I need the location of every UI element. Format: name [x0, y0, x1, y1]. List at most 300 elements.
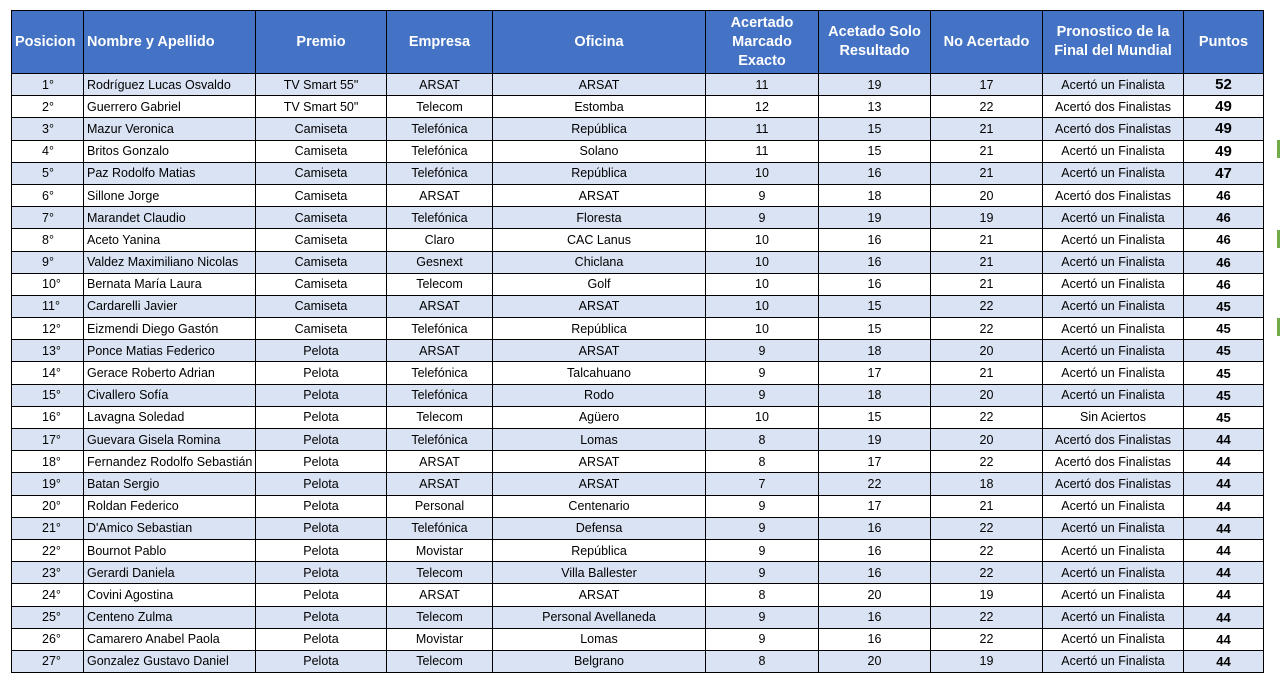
cell-posicion: 9° [12, 251, 84, 273]
table-row [12, 517, 1264, 539]
table-row [12, 429, 1264, 451]
cell-puntos: 44 [1184, 562, 1264, 584]
cell-pronostico: Sin Aciertos [1043, 406, 1184, 428]
cell-empresa: ARSAT [387, 451, 493, 473]
cell-pronostico: Acertó un Finalista [1043, 606, 1184, 628]
cell-empresa: Telefónica [387, 517, 493, 539]
cell-puntos: 52 [1184, 74, 1264, 96]
cell-puntos: 46 [1184, 273, 1264, 295]
cell-no-acertado: 18 [931, 473, 1043, 495]
header-no-acertado: No Acertado [931, 11, 1043, 74]
cell-acertado-exacto: 9 [706, 539, 819, 561]
cell-empresa: ARSAT [387, 340, 493, 362]
cell-pronostico: Acertó dos Finalistas [1043, 473, 1184, 495]
cell-premio: TV Smart 50" [256, 96, 387, 118]
cell-empresa: Personal [387, 495, 493, 517]
cell-no-acertado: 20 [931, 340, 1043, 362]
cell-pronostico: Acertó un Finalista [1043, 162, 1184, 184]
cell-nombre: Guerrero Gabriel [84, 96, 256, 118]
cell-posicion: 7° [12, 207, 84, 229]
cell-posicion: 10° [12, 273, 84, 295]
cell-oficina: ARSAT [493, 295, 706, 317]
cell-oficina: República [493, 318, 706, 340]
cell-no-acertado: 22 [931, 295, 1043, 317]
table-row [12, 606, 1264, 628]
cell-pronostico: Acertó un Finalista [1043, 229, 1184, 251]
cell-nombre: Bournot Pablo [84, 539, 256, 561]
cell-posicion: 5° [12, 162, 84, 184]
cell-acertado-resultado: 16 [819, 251, 931, 273]
cell-oficina: Chiclana [493, 251, 706, 273]
header-acertado-exacto: Acertado Marcado Exacto [706, 11, 819, 74]
cell-pronostico: Acertó dos Finalistas [1043, 96, 1184, 118]
cell-acertado-resultado: 16 [819, 273, 931, 295]
cell-oficina: ARSAT [493, 473, 706, 495]
cell-acertado-resultado: 20 [819, 650, 931, 672]
cell-posicion: 16° [12, 406, 84, 428]
cell-premio: Pelota [256, 473, 387, 495]
cell-posicion: 4° [12, 140, 84, 162]
cell-no-acertado: 22 [931, 628, 1043, 650]
cell-empresa: ARSAT [387, 473, 493, 495]
cell-pronostico: Acertó dos Finalistas [1043, 429, 1184, 451]
cell-empresa: Telecom [387, 96, 493, 118]
cell-premio: Camiseta [256, 140, 387, 162]
cell-acertado-resultado: 16 [819, 229, 931, 251]
cell-acertado-exacto: 10 [706, 229, 819, 251]
cell-acertado-exacto: 8 [706, 429, 819, 451]
cell-premio: Camiseta [256, 251, 387, 273]
cell-puntos: 45 [1184, 406, 1264, 428]
cell-posicion: 6° [12, 184, 84, 206]
cell-premio: TV Smart 55" [256, 74, 387, 96]
header-premio: Premio [256, 11, 387, 74]
cell-puntos: 49 [1184, 96, 1264, 118]
cell-posicion: 3° [12, 118, 84, 140]
cell-posicion: 18° [12, 451, 84, 473]
cell-no-acertado: 22 [931, 539, 1043, 561]
cell-acertado-exacto: 7 [706, 473, 819, 495]
cell-premio: Pelota [256, 650, 387, 672]
cell-empresa: Claro [387, 229, 493, 251]
cell-acertado-exacto: 9 [706, 362, 819, 384]
cell-posicion: 24° [12, 584, 84, 606]
cell-nombre: Sillone Jorge [84, 184, 256, 206]
cell-posicion: 27° [12, 650, 84, 672]
cell-nombre: Cardarelli Javier [84, 295, 256, 317]
cell-pronostico: Acertó un Finalista [1043, 584, 1184, 606]
cell-acertado-exacto: 8 [706, 584, 819, 606]
cell-oficina: Belgrano [493, 650, 706, 672]
cell-acertado-resultado: 17 [819, 495, 931, 517]
cell-pronostico: Acertó dos Finalistas [1043, 118, 1184, 140]
cell-acertado-resultado: 15 [819, 140, 931, 162]
cell-acertado-resultado: 16 [819, 628, 931, 650]
table-row [12, 229, 1264, 251]
table-row [12, 406, 1264, 428]
cell-no-acertado: 20 [931, 429, 1043, 451]
cell-nombre: Ponce Matias Federico [84, 340, 256, 362]
cell-acertado-resultado: 20 [819, 584, 931, 606]
cell-no-acertado: 22 [931, 451, 1043, 473]
cell-acertado-exacto: 10 [706, 251, 819, 273]
cell-no-acertado: 21 [931, 140, 1043, 162]
cell-nombre: Centeno Zulma [84, 606, 256, 628]
cell-no-acertado: 22 [931, 517, 1043, 539]
cell-premio: Pelota [256, 584, 387, 606]
cell-premio: Pelota [256, 384, 387, 406]
cell-pronostico: Acertó un Finalista [1043, 517, 1184, 539]
cell-premio: Pelota [256, 406, 387, 428]
cell-acertado-exacto: 9 [706, 384, 819, 406]
cell-acertado-resultado: 15 [819, 118, 931, 140]
cell-acertado-resultado: 17 [819, 362, 931, 384]
cell-nombre: Camarero Anabel Paola [84, 628, 256, 650]
cell-acertado-exacto: 9 [706, 495, 819, 517]
cell-puntos: 44 [1184, 539, 1264, 561]
cell-empresa: Telefónica [387, 384, 493, 406]
cell-no-acertado: 19 [931, 584, 1043, 606]
cell-posicion: 2° [12, 96, 84, 118]
table-row [12, 184, 1264, 206]
cell-pronostico: Acertó un Finalista [1043, 562, 1184, 584]
cell-acertado-exacto: 10 [706, 406, 819, 428]
cell-puntos: 46 [1184, 251, 1264, 273]
cell-premio: Pelota [256, 562, 387, 584]
cell-no-acertado: 21 [931, 273, 1043, 295]
cell-posicion: 23° [12, 562, 84, 584]
header-puntos: Puntos [1184, 11, 1264, 74]
header-oficina: Oficina [493, 11, 706, 74]
table-row [12, 96, 1264, 118]
cell-acertado-resultado: 15 [819, 406, 931, 428]
table-row [12, 295, 1264, 317]
cell-pronostico: Acertó un Finalista [1043, 207, 1184, 229]
cell-posicion: 12° [12, 318, 84, 340]
table-row [12, 628, 1264, 650]
cell-empresa: ARSAT [387, 184, 493, 206]
cell-acertado-resultado: 16 [819, 162, 931, 184]
cell-pronostico: Acertó un Finalista [1043, 539, 1184, 561]
cell-pronostico: Acertó dos Finalistas [1043, 451, 1184, 473]
cell-acertado-resultado: 16 [819, 539, 931, 561]
cell-oficina: CAC Lanus [493, 229, 706, 251]
cell-oficina: ARSAT [493, 340, 706, 362]
cell-acertado-resultado: 16 [819, 562, 931, 584]
cell-pronostico: Acertó un Finalista [1043, 295, 1184, 317]
cell-puntos: 45 [1184, 295, 1264, 317]
table-row [12, 74, 1264, 96]
table-row [12, 539, 1264, 561]
header-empresa: Empresa [387, 11, 493, 74]
table-row [12, 273, 1264, 295]
cell-acertado-exacto: 9 [706, 184, 819, 206]
cell-posicion: 26° [12, 628, 84, 650]
cell-premio: Pelota [256, 495, 387, 517]
table-body [12, 74, 1264, 673]
table-row [12, 451, 1264, 473]
cell-premio: Pelota [256, 539, 387, 561]
cell-no-acertado: 21 [931, 229, 1043, 251]
cell-oficina: Lomas [493, 628, 706, 650]
cell-acertado-exacto: 10 [706, 295, 819, 317]
table-row [12, 584, 1264, 606]
cell-premio: Pelota [256, 362, 387, 384]
cell-pronostico: Acertó un Finalista [1043, 140, 1184, 162]
cell-empresa: Telefónica [387, 207, 493, 229]
cell-pronostico: Acertó un Finalista [1043, 362, 1184, 384]
cell-premio: Pelota [256, 429, 387, 451]
cell-nombre: Britos Gonzalo [84, 140, 256, 162]
cell-acertado-resultado: 19 [819, 74, 931, 96]
cell-pronostico: Acertó un Finalista [1043, 384, 1184, 406]
cell-pronostico: Acertó un Finalista [1043, 74, 1184, 96]
cell-oficina: Talcahuano [493, 362, 706, 384]
cell-oficina: Solano [493, 140, 706, 162]
cell-nombre: D'Amico Sebastian [84, 517, 256, 539]
cell-puntos: 46 [1184, 229, 1264, 251]
table-row [12, 562, 1264, 584]
cell-no-acertado: 21 [931, 162, 1043, 184]
cell-oficina: Lomas [493, 429, 706, 451]
cell-puntos: 45 [1184, 318, 1264, 340]
cell-acertado-exacto: 9 [706, 207, 819, 229]
table-row [12, 650, 1264, 672]
cell-nombre: Valdez Maximiliano Nicolas [84, 251, 256, 273]
cell-pronostico: Acertó un Finalista [1043, 273, 1184, 295]
cell-puntos: 45 [1184, 340, 1264, 362]
cell-oficina: ARSAT [493, 184, 706, 206]
cell-puntos: 45 [1184, 362, 1264, 384]
cell-nombre: Gonzalez Gustavo Daniel [84, 650, 256, 672]
cell-posicion: 8° [12, 229, 84, 251]
cell-posicion: 21° [12, 517, 84, 539]
cell-posicion: 13° [12, 340, 84, 362]
cell-no-acertado: 21 [931, 362, 1043, 384]
cell-acertado-resultado: 22 [819, 473, 931, 495]
cell-no-acertado: 20 [931, 184, 1043, 206]
cell-acertado-exacto: 9 [706, 562, 819, 584]
cell-empresa: Telefónica [387, 362, 493, 384]
cell-oficina: República [493, 539, 706, 561]
cell-empresa: Telefónica [387, 140, 493, 162]
cell-no-acertado: 17 [931, 74, 1043, 96]
table-row [12, 207, 1264, 229]
cell-no-acertado: 21 [931, 251, 1043, 273]
cell-puntos: 44 [1184, 473, 1264, 495]
cell-no-acertado: 22 [931, 96, 1043, 118]
cell-puntos: 44 [1184, 606, 1264, 628]
table-row [12, 340, 1264, 362]
cell-acertado-resultado: 17 [819, 451, 931, 473]
cell-nombre: Paz Rodolfo Matias [84, 162, 256, 184]
cell-nombre: Covini Agostina [84, 584, 256, 606]
cell-pronostico: Acertó dos Finalistas [1043, 184, 1184, 206]
cell-empresa: Telefónica [387, 429, 493, 451]
cell-nombre: Aceto Yanina [84, 229, 256, 251]
cell-pronostico: Acertó un Finalista [1043, 628, 1184, 650]
cell-posicion: 1° [12, 74, 84, 96]
cell-puntos: 46 [1184, 207, 1264, 229]
cell-empresa: Telecom [387, 562, 493, 584]
cell-acertado-resultado: 16 [819, 517, 931, 539]
cell-empresa: Telecom [387, 273, 493, 295]
table-row [12, 384, 1264, 406]
cell-empresa: Telecom [387, 406, 493, 428]
cell-oficina: Rodo [493, 384, 706, 406]
cell-puntos: 44 [1184, 650, 1264, 672]
cell-pronostico: Acertó un Finalista [1043, 650, 1184, 672]
cell-empresa: Telecom [387, 650, 493, 672]
cell-nombre: Marandet Claudio [84, 207, 256, 229]
table-row [12, 251, 1264, 273]
cell-pronostico: Acertó un Finalista [1043, 318, 1184, 340]
cell-premio: Pelota [256, 451, 387, 473]
cell-acertado-exacto: 9 [706, 628, 819, 650]
cell-acertado-resultado: 15 [819, 318, 931, 340]
cell-acertado-resultado: 19 [819, 207, 931, 229]
cell-oficina: Centenario [493, 495, 706, 517]
cell-no-acertado: 19 [931, 207, 1043, 229]
cell-nombre: Gerace Roberto Adrian [84, 362, 256, 384]
cell-acertado-exacto: 8 [706, 451, 819, 473]
cell-acertado-resultado: 19 [819, 429, 931, 451]
cell-premio: Camiseta [256, 229, 387, 251]
cell-nombre: Guevara Gisela Romina [84, 429, 256, 451]
cell-nombre: Roldan Federico [84, 495, 256, 517]
cell-no-acertado: 22 [931, 406, 1043, 428]
cell-oficina: Golf [493, 273, 706, 295]
cell-pronostico: Acertó un Finalista [1043, 251, 1184, 273]
cell-oficina: ARSAT [493, 584, 706, 606]
cell-puntos: 44 [1184, 517, 1264, 539]
cell-posicion: 25° [12, 606, 84, 628]
cell-acertado-exacto: 9 [706, 340, 819, 362]
cell-posicion: 14° [12, 362, 84, 384]
cell-acertado-exacto: 10 [706, 162, 819, 184]
header-acertado-resultado: Acetado Solo Resultado [819, 11, 931, 74]
cell-oficina: República [493, 118, 706, 140]
cell-empresa: Movistar [387, 628, 493, 650]
cell-nombre: Fernandez Rodolfo Sebastián [84, 451, 256, 473]
cell-puntos: 44 [1184, 429, 1264, 451]
cell-puntos: 45 [1184, 384, 1264, 406]
table-row [12, 118, 1264, 140]
cell-acertado-resultado: 18 [819, 184, 931, 206]
cell-acertado-resultado: 16 [819, 606, 931, 628]
cell-nombre: Bernata María Laura [84, 273, 256, 295]
cell-acertado-exacto: 10 [706, 273, 819, 295]
cell-pronostico: Acertó un Finalista [1043, 495, 1184, 517]
cell-premio: Camiseta [256, 295, 387, 317]
cell-no-acertado: 21 [931, 118, 1043, 140]
cell-premio: Pelota [256, 517, 387, 539]
cell-premio: Camiseta [256, 273, 387, 295]
cell-posicion: 19° [12, 473, 84, 495]
table-row [12, 140, 1264, 162]
header-pronostico: Pronostico de la Final del Mundial [1043, 11, 1184, 74]
cell-nombre: Civallero Sofía [84, 384, 256, 406]
cell-posicion: 15° [12, 384, 84, 406]
cell-premio: Camiseta [256, 184, 387, 206]
cell-acertado-resultado: 15 [819, 295, 931, 317]
ranking-table [11, 10, 1264, 673]
cell-posicion: 11° [12, 295, 84, 317]
cell-no-acertado: 22 [931, 606, 1043, 628]
cell-premio: Camiseta [256, 162, 387, 184]
cell-acertado-exacto: 11 [706, 74, 819, 96]
cell-pronostico: Acertó un Finalista [1043, 340, 1184, 362]
cell-oficina: Defensa [493, 517, 706, 539]
cell-puntos: 49 [1184, 118, 1264, 140]
table-row [12, 473, 1264, 495]
cell-nombre: Gerardi Daniela [84, 562, 256, 584]
header-row [12, 11, 1264, 74]
cell-acertado-exacto: 8 [706, 650, 819, 672]
cell-premio: Camiseta [256, 118, 387, 140]
cell-premio: Camiseta [256, 207, 387, 229]
table-row [12, 162, 1264, 184]
cell-premio: Camiseta [256, 318, 387, 340]
cell-oficina: ARSAT [493, 451, 706, 473]
cell-empresa: ARSAT [387, 74, 493, 96]
cell-empresa: Telecom [387, 606, 493, 628]
cell-posicion: 20° [12, 495, 84, 517]
cell-no-acertado: 22 [931, 318, 1043, 340]
cell-nombre: Mazur Veronica [84, 118, 256, 140]
cell-empresa: ARSAT [387, 584, 493, 606]
cell-no-acertado: 21 [931, 495, 1043, 517]
cell-oficina: Estomba [493, 96, 706, 118]
cell-nombre: Batan Sergio [84, 473, 256, 495]
cell-premio: Pelota [256, 628, 387, 650]
cell-puntos: 44 [1184, 584, 1264, 606]
cell-nombre: Eizmendi Diego Gastón [84, 318, 256, 340]
header-nombre: Nombre y Apellido [84, 11, 256, 74]
cell-nombre: Rodríguez Lucas Osvaldo [84, 74, 256, 96]
table-row [12, 495, 1264, 517]
cell-posicion: 22° [12, 539, 84, 561]
cell-puntos: 44 [1184, 628, 1264, 650]
cell-acertado-exacto: 9 [706, 517, 819, 539]
cell-empresa: Gesnext [387, 251, 493, 273]
cell-acertado-exacto: 10 [706, 318, 819, 340]
cell-oficina: Agüero [493, 406, 706, 428]
cell-empresa: ARSAT [387, 295, 493, 317]
cell-empresa: Telefónica [387, 118, 493, 140]
cell-acertado-resultado: 18 [819, 384, 931, 406]
cell-acertado-exacto: 11 [706, 118, 819, 140]
cell-puntos: 44 [1184, 451, 1264, 473]
cell-oficina: ARSAT [493, 74, 706, 96]
cell-puntos: 47 [1184, 162, 1264, 184]
header-posicion: Posicion [12, 11, 84, 74]
cell-oficina: República [493, 162, 706, 184]
cell-no-acertado: 22 [931, 562, 1043, 584]
cell-empresa: Telefónica [387, 162, 493, 184]
cell-empresa: Movistar [387, 539, 493, 561]
cell-no-acertado: 19 [931, 650, 1043, 672]
cell-puntos: 49 [1184, 140, 1264, 162]
cell-nombre: Lavagna Soledad [84, 406, 256, 428]
cell-premio: Pelota [256, 340, 387, 362]
cell-puntos: 44 [1184, 495, 1264, 517]
table-row [12, 362, 1264, 384]
cell-premio: Pelota [256, 606, 387, 628]
cell-puntos: 46 [1184, 184, 1264, 206]
cell-posicion: 17° [12, 429, 84, 451]
cell-oficina: Villa Ballester [493, 562, 706, 584]
